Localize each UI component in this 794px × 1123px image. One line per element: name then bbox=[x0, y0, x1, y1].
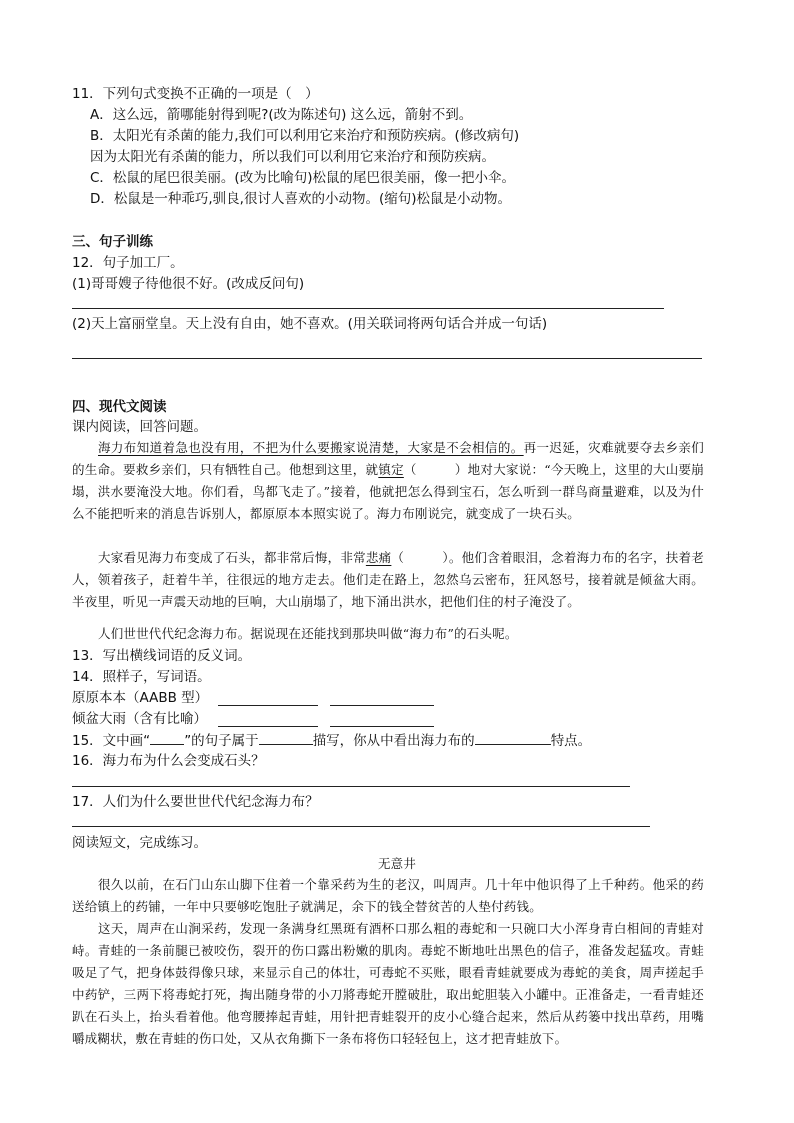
q16-answer-line[interactable] bbox=[72, 786, 630, 787]
q11-option-b: B．太阳光有杀菌的能力,我们可以利用它来治疗和预防疾病。(修改病句) bbox=[90, 128, 520, 144]
q14-2-blank-2[interactable] bbox=[330, 726, 434, 727]
section-4-title: 四、现代文阅读 bbox=[72, 399, 167, 415]
q11-stem: 11．下列句式变换不正确的一项是（ ） bbox=[72, 86, 319, 102]
story-title: 无意井 bbox=[377, 856, 417, 871]
q11-option-c: C．松鼠的尾巴很美丽。(改为比喻句)松鼠的尾巴很美丽，像一把小伞。 bbox=[90, 170, 515, 186]
q14-1-blank-2[interactable] bbox=[330, 705, 434, 706]
q15-blank-1[interactable] bbox=[150, 730, 184, 745]
q12-part-2: (2)天上富丽堂皇。天上没有自由，她不喜欢。(用关联词将两句话合并成一句话) bbox=[72, 316, 548, 332]
q14-item-2: 倾盆大雨（含有比喻） bbox=[72, 711, 207, 727]
q17: 17．人们为什么要世世代代纪念海力布？ bbox=[72, 794, 319, 810]
answer-paren-1[interactable]: （ ） bbox=[403, 462, 468, 477]
q14-1-blank-1[interactable] bbox=[218, 705, 318, 706]
passage-paragraph-1: 海力布知道着急也没有用，不把为什么要搬家说清楚，大家是不会相信的。再一迟延，灾难就要夺去乡亲们的生命。要救乡亲们，只有牺牲自己。他想到这里，就镇定（ ）地对大家说：“今天晚上，这里的大山要崩塌，洪水要淹没大地。你们看，鸟都飞走了。”接着，他就把怎么得到宝石，怎么听到一群鸟商量避难，以及为什么不能把听来的消息告诉别人，都原原本本照实说了。海力布刚说完，就变成了一块石头。 bbox=[72, 440, 704, 521]
passage-paragraph-2: 大家看见海力布变成了石头，都非常后悔，非常悲痛（ ）。他们含着眼泪，念着海力布的名字，扶着老人，领着孩子，赶着牛羊，往很远的地方走去。他们走在路上，忽然乌云密布，狂风怒号，接着就是倾盆大雨。半夜里，听见一声震天动地的巨响，大山崩塌了，地下涌出洪水，把他们住的村子淹没了。 bbox=[72, 550, 704, 609]
q12-stem: 12．句子加工厂。 bbox=[72, 255, 184, 271]
story-paragraph-2: 这天，周声在山涧采药，发现一条满身红黑斑有酒杯口那么粗的毒蛇和一只碗口大小浑身青白相间的青蛙对峙。青蛙的一条前腿已被咬伤，裂开的伤口露出粉嫩的肌肉。毒蛇不断地吐出黑色的信子，准备发起猛攻。青蛙吸足了气，把身体鼓得像只球，来显示自己的体壮，可毒蛇不买账，眼看青蛙就要成为毒蛇的美食，周声搓起手中药铲，三两下将毒蛇打死，掏出随身带的小刀將毒蛇开膛破肚，取出蛇胆装入小罐中。正准备走，一看青蛙还趴在石头上，抬头看着他。他弯腰捧起青蛙，用针把青蛙裂开的皮小心缝合起来，然后从药篓中找出草药，用嘴嚼成糊状，敷在青蛙的伤口处，又从衣角撕下一条布将伤口轻轻包上，这才把青蛙放下。 bbox=[72, 921, 704, 1046]
q14-2-blank-1[interactable] bbox=[218, 726, 318, 727]
q15-blank-3[interactable] bbox=[475, 730, 551, 745]
q12-part-1: (1)哥哥嫂子待他很不好。(改成反问句) bbox=[72, 276, 305, 292]
q12-2-answer-line[interactable] bbox=[72, 358, 702, 359]
q12-1-answer-line[interactable] bbox=[72, 308, 664, 309]
q11-option-b-answer: 因为太阳光有杀菌的能力，所以我们可以利用它来治疗和预防疾病。 bbox=[90, 149, 495, 165]
underlined-word-1: 镇定 bbox=[378, 462, 404, 477]
q15-blank-2[interactable] bbox=[259, 730, 313, 745]
q17-answer-line[interactable] bbox=[72, 826, 650, 827]
q16: 16．海力布为什么会变成石头？ bbox=[72, 753, 265, 769]
answer-paren-2[interactable]: （ ） bbox=[391, 550, 449, 565]
underlined-word-2: 悲痛 bbox=[365, 550, 392, 565]
underlined-sentence: 海力布知道着急也没有用，不把为什么要搬家说清楚，大家是不会相信的。 bbox=[98, 440, 524, 455]
section-3-title: 三、句子训练 bbox=[72, 234, 153, 250]
q11-option-d: D．松鼠是一种乖巧,驯良,很讨人喜欢的小动物。(缩句)松鼠是小动物。 bbox=[90, 191, 512, 207]
reading-intro-2: 阅读短文，完成练习。 bbox=[72, 835, 207, 851]
passage-paragraph-3: 人们世世代代纪念海力布。据说现在还能找到那块叫做“海力布”的石头呢。 bbox=[98, 626, 518, 641]
q13: 13．写出横线词语的反义词。 bbox=[72, 648, 252, 664]
q14: 14．照样子，写词语。 bbox=[72, 669, 211, 685]
story-paragraph-1: 很久以前，在石门山东山脚下住着一个靠采药为生的老汉，叫周声。几十年中他识得了上千种药。他采的药送给镇上的药铺，一年中只要够吃饱肚子就满足，余下的钱全替贫苦的人垫付药钱。 bbox=[72, 877, 704, 914]
q14-item-1: 原原本本（AABB 型） bbox=[72, 690, 209, 706]
q15: 15．文中画“ ”的句子属于 描写，你从中看出海力布的 特点。 bbox=[72, 730, 591, 751]
reading-intro: 课内阅读，回答问题。 bbox=[72, 419, 207, 435]
q11-option-a: A．这么远，箭哪能射得到呢?(改为陈述句) 这么远，箭射不到。 bbox=[90, 107, 473, 123]
